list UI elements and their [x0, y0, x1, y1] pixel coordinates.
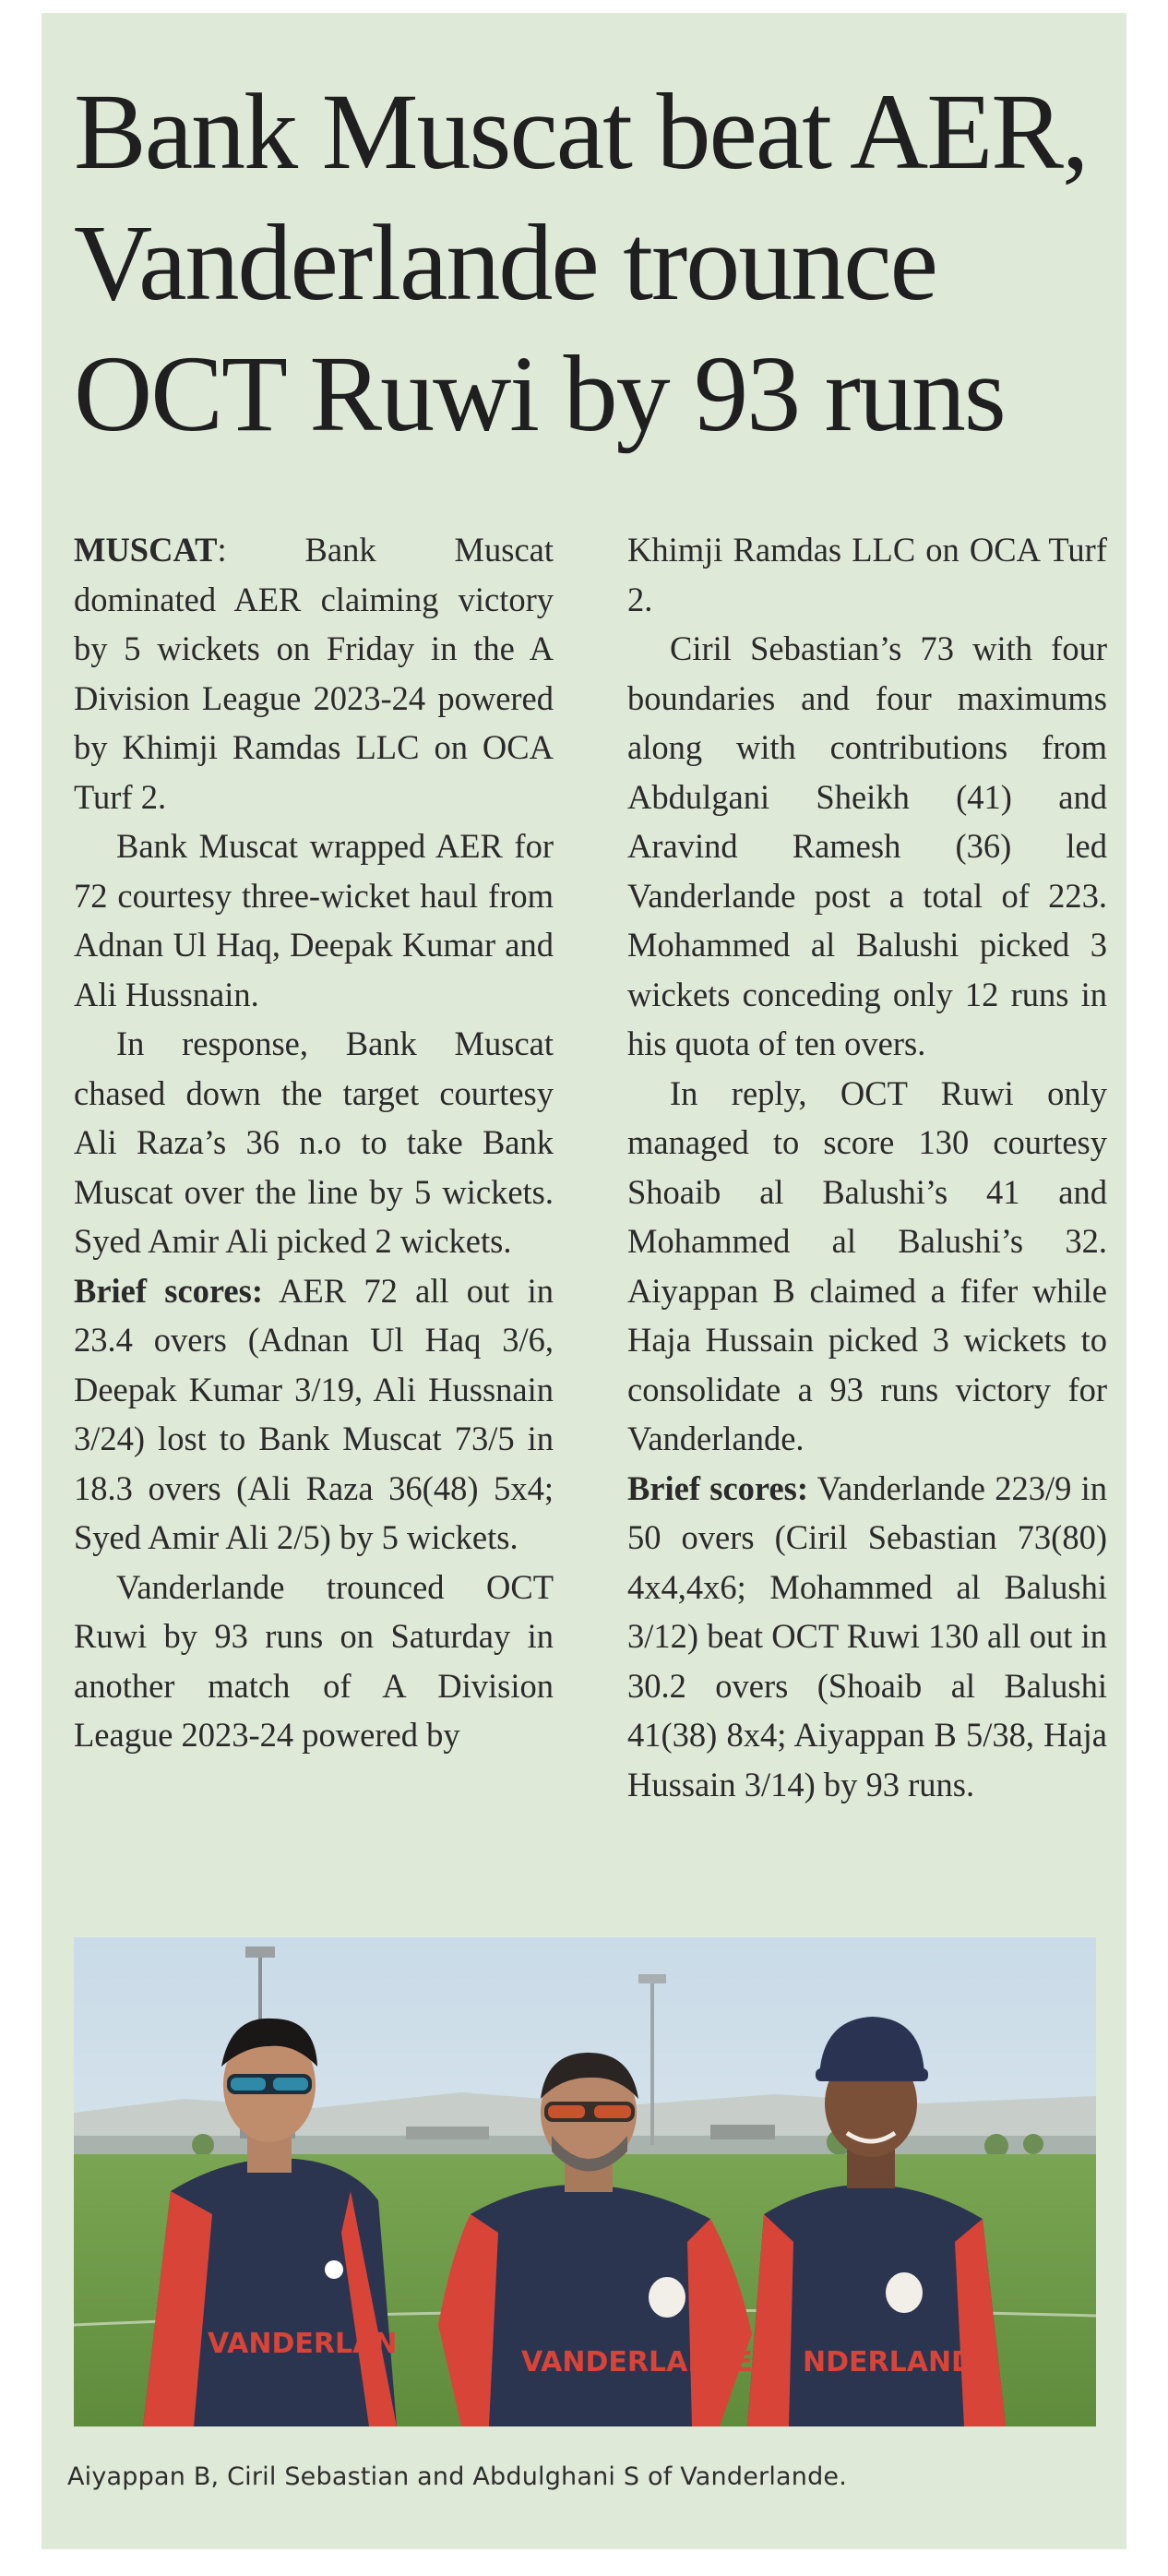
paragraph-4-continued: Khimji Ramdas LLC on OCA Turf 2.: [627, 531, 1107, 618]
headline: [74, 66, 1098, 460]
team-photo-illustration: [74, 1937, 1096, 2426]
photo-caption: Aiyappan B, Ciril Sebastian and Abdulghani S of Vanderlande.: [67, 2462, 848, 2491]
brief-scores-2: Brief scores: Vanderlande 223/9 in 50 overs (Ciril Sebastian 73(80) 4x4,4x6; Mohammed al Balushi 3/12) beat OCT Ruwi 130 all out in 30.2 overs (Shoaib al Balushi 41(38) 8x4; Aiyappan B 5/38, Haja Hussain 3/14) by 93 runs.: [627, 1468, 1107, 1803]
svg-text:VANDERLAN: VANDERLAN: [208, 2328, 398, 2360]
brief-scores-1: Brief scores: AER 72 all out in 23.4 overs (Adnan Ul Haq 3/6, Deepak Kumar 3/19, Ali Hussnain 3/24) lost to Bank Muscat 73/5 in 18.3 overs (Ali Raza 36(48) 5x4; Syed Amir Ali 2/5) by 5 wickets.: [74, 1271, 554, 1556]
brief-scores-label: Brief scores:: [74, 1271, 263, 1310]
paragraph-2: Bank Muscat wrapped AER for 72 courtesy three-wicket haul from Adnan Ul Haq, Deepak Kumar and Ali Hussnain.: [74, 827, 554, 1013]
article-panel: [42, 13, 1126, 2549]
left-column: [74, 525, 554, 1760]
paragraph-6: In reply, OCT Ruwi only managed to score 130 courtesy Shoaib al Balushi’s 41 and Mohammed al Balushi’s 32. Aiyappan B claimed a fifer while Haja Hussain picked 3 wickets to consolidate a 93 runs victory for Vanderlande.: [627, 1073, 1107, 1457]
dateline: MUSCAT: [74, 531, 218, 569]
brief-scores-label: Brief scores:: [627, 1468, 809, 1507]
svg-text:VANDERLANDE: VANDERLANDE: [521, 2346, 753, 2378]
headline-line-2: Vanderlande trounce: [74, 202, 937, 323]
headline-line-3: OCT Ruwi by 93 runs: [74, 333, 1005, 454]
team-photo: [74, 1937, 1096, 2426]
headline-line-1: Bank Muscat beat AER,: [74, 71, 1088, 192]
paragraph-4: Vanderlande trounced OCT Ruwi by 93 runs on Saturday in another match of A Division League 2023-24 powered by: [74, 1567, 554, 1754]
svg-text:NDERLANDE: NDERLANDE: [803, 2346, 994, 2378]
right-column: [627, 525, 1107, 1809]
paragraph-3: In response, Bank Muscat chased down the target courtesy Ali Raza’s 36 n.o to take Bank Muscat over the line by 5 wickets. Syed Amir Ali picked 2 wickets.: [74, 1024, 554, 1260]
paragraph-1: MUSCAT: Bank Muscat dominated AER claiming victory by 5 wickets on Friday in the A Division League 2023-24 powered by Khimji Ramdas LLC on OCA Turf 2.: [74, 531, 554, 816]
paragraph-5: Ciril Sebastian’s 73 with four boundaries and four maximums along with contributions from Abdulgani Sheikh (41) and Aravind Ramesh (36) led Vanderlande post a total of 223. Mohammed al Balushi picked 3 wickets conceding only 12 runs in his quota of ten overs.: [627, 629, 1107, 1062]
